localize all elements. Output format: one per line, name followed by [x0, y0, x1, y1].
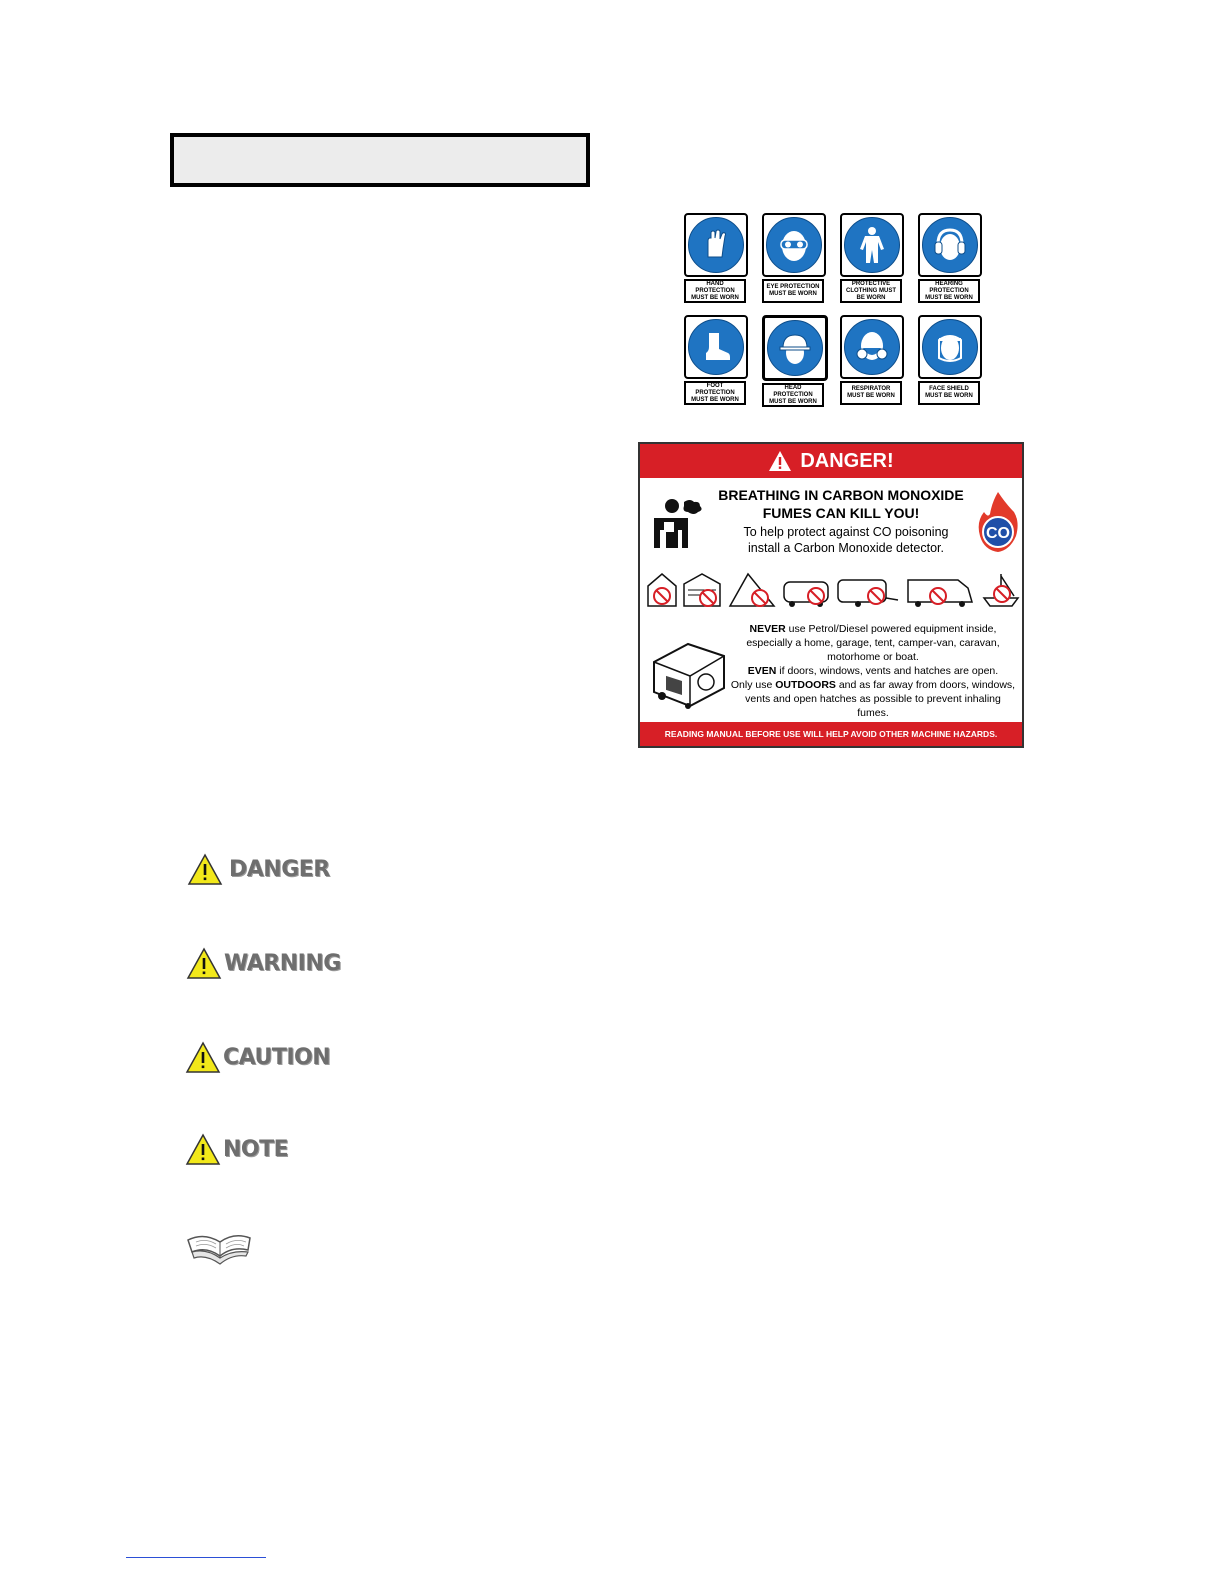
ppe-sign-hand: [684, 213, 750, 303]
ppe-sign-face-shield: [918, 315, 984, 405]
person-inhaling-fumes-icon: [650, 496, 704, 552]
open-book-icon: [186, 1228, 252, 1266]
signal-caution: [185, 1041, 330, 1074]
caravan-prohibited-icon: [838, 580, 898, 607]
respirator-icon: [853, 328, 891, 366]
co-even-paragraph: [728, 664, 1018, 678]
co-sign-header-text: DANGER!: [800, 449, 894, 472]
co-outdoors-word: OUTDOORS: [775, 679, 836, 691]
co-never-paragraph: [728, 622, 1018, 664]
warning-triangle-icon: [185, 1133, 221, 1166]
co-subtext-line-2: install a Carbon Monoxide detector.: [748, 541, 944, 555]
prohibited-locations-row: [646, 568, 1020, 610]
ppe-sign-clothing: [840, 213, 906, 303]
gloves-icon: [698, 227, 734, 263]
tent-prohibited-icon: [730, 574, 774, 606]
co-flame-badge-icon: [976, 490, 1020, 556]
co-sign-instructions: [728, 622, 1018, 720]
co-headline-line-2: FUMES CAN KILL YOU!: [762, 505, 920, 521]
co-even-text: if doors, windows, vents and hatches are open.: [776, 665, 999, 677]
co-sign-headline: [700, 486, 982, 522]
ppe-label: EYE PROTECTION MUST BE WORN: [762, 279, 824, 303]
co-never-text: use Petrol/Diesel powered equipment inside, especially a home, garage, tent, camper-van, caravan, motorhome or boat.: [746, 623, 1000, 663]
warning-triangle-icon: [186, 947, 222, 980]
section-title-box: [170, 133, 590, 187]
co-badge-text: CO: [986, 525, 1010, 542]
ppe-sign-head: [762, 315, 828, 407]
ppe-signs-grid: [684, 213, 984, 413]
co-even-word: EVEN: [747, 665, 777, 677]
coverall-icon: [854, 225, 890, 265]
co-subtext-line-1: To help protect against CO poisoning: [743, 525, 949, 539]
ppe-label: PROTECTIVE CLOTHING MUST BE WORN: [840, 279, 902, 303]
ppe-sign-eye: [762, 213, 828, 303]
warning-triangle-icon: [185, 1041, 221, 1074]
ppe-sign-hearing: [918, 213, 984, 303]
signal-word-note: NOTE: [223, 1137, 289, 1162]
motorhome-prohibited-icon: [908, 580, 972, 607]
footer-rule: [126, 1557, 266, 1558]
co-never-word: NEVER: [749, 623, 786, 635]
garage-prohibited-icon: [684, 574, 720, 606]
boat-prohibited-icon: [984, 574, 1018, 606]
face-shield-icon: [931, 328, 969, 366]
generator-icon: [648, 638, 730, 710]
warning-triangle-icon: [187, 853, 223, 886]
campervan-prohibited-icon: [784, 582, 828, 607]
co-outdoors-pre: Only use: [730, 679, 776, 691]
goggles-icon: [775, 226, 813, 264]
co-sign-header: [640, 444, 1022, 478]
co-outdoors-paragraph: [728, 678, 1018, 720]
ppe-label: RESPIRATOR MUST BE WORN: [840, 381, 902, 405]
co-sign-footer: READING MANUAL BEFORE USE WILL HELP AVOID OTHER MACHINE HAZARDS.: [640, 722, 1022, 746]
signal-note: [185, 1133, 288, 1166]
earmuffs-icon: [931, 226, 969, 264]
ppe-label: HEARING PROTECTION MUST BE WORN: [918, 279, 980, 303]
ppe-label: HAND PROTECTION MUST BE WORN: [684, 279, 746, 303]
signal-danger: [187, 853, 330, 886]
ppe-label: HEAD PROTECTION MUST BE WORN: [762, 383, 824, 407]
signal-warning: [186, 947, 341, 980]
ppe-sign-foot: [684, 315, 750, 405]
co-outdoors-post: and as far away from doors, windows, vents and open hatches as possible to prevent inhaling fumes.: [745, 679, 1016, 719]
carbon-monoxide-danger-sign: [638, 442, 1024, 748]
co-headline-line-1: BREATHING IN CARBON MONOXIDE: [718, 487, 964, 503]
signal-word-danger: DANGER: [229, 857, 330, 882]
home-prohibited-icon: [648, 574, 676, 606]
co-sign-subtext: [710, 524, 982, 556]
ppe-label: FOOT PROTECTION MUST BE WORN: [684, 381, 746, 405]
signal-word-warning: WARNING: [224, 951, 341, 976]
boot-icon: [698, 329, 734, 365]
ppe-sign-respirator: [840, 315, 906, 405]
signal-word-caution: CAUTION: [223, 1045, 331, 1070]
ppe-label: FACE SHIELD MUST BE WORN: [918, 381, 980, 405]
hardhat-icon: [776, 329, 814, 367]
warning-triangle-icon: [768, 450, 792, 472]
